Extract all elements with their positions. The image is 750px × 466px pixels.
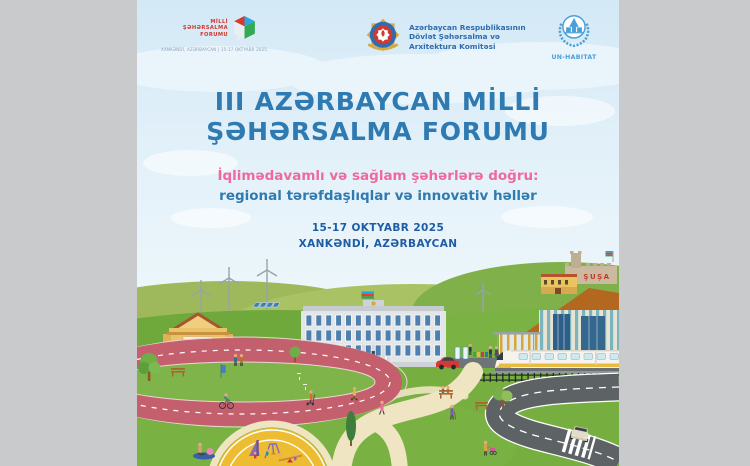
forum-logo	[161, 16, 268, 52]
logo-row	[137, 0, 619, 72]
poster-title	[137, 87, 619, 147]
poster-subtitle	[137, 166, 619, 206]
forum-cube-icon	[232, 16, 257, 43]
subtitle-line-2: regional tərəfdaşlıqlar və innovativ həllər	[219, 188, 537, 204]
title-line-1: III AZƏRBAYCAN MİLLİ	[214, 87, 542, 116]
university-sign: QARABAĞ UNİVERSİTETİ	[181, 337, 215, 342]
committee-text: Azərbaycan Respublikasının Dövlət Şəhərsalma və Arxitektura Komitəsi	[409, 22, 526, 51]
un-habitat-icon	[554, 11, 594, 49]
train	[495, 350, 619, 371]
subtitle-line-1: İqlimədavamlı və sağlam şəhərlərə doğru:	[217, 168, 539, 184]
forum-logo-text: MİLLİ ŞƏHƏRSALMA FORUMU	[182, 19, 228, 38]
forum-logo-caption: XANKƏNDİ, AZƏRBAYCAN | 15-17 OKTYABR 2025	[161, 47, 268, 52]
azerbaijan-emblem-icon	[363, 16, 403, 58]
un-habitat-label: UN-HABITAT	[551, 54, 597, 61]
susa-sign: ŞUŞA	[583, 273, 611, 281]
azerbaijan-flag	[362, 292, 374, 299]
event-info	[137, 220, 619, 252]
un-habitat-logo	[545, 11, 603, 61]
city-illustration	[137, 246, 619, 466]
poster	[137, 0, 619, 466]
event-dates: 15-17 OKTYABR 2025	[311, 222, 445, 234]
title-line-2: ŞƏHƏRSALMA FORUMU	[206, 117, 550, 146]
event-location: XANKƏNDİ, AZƏRBAYCAN	[298, 238, 458, 250]
committee-logo	[363, 16, 526, 58]
